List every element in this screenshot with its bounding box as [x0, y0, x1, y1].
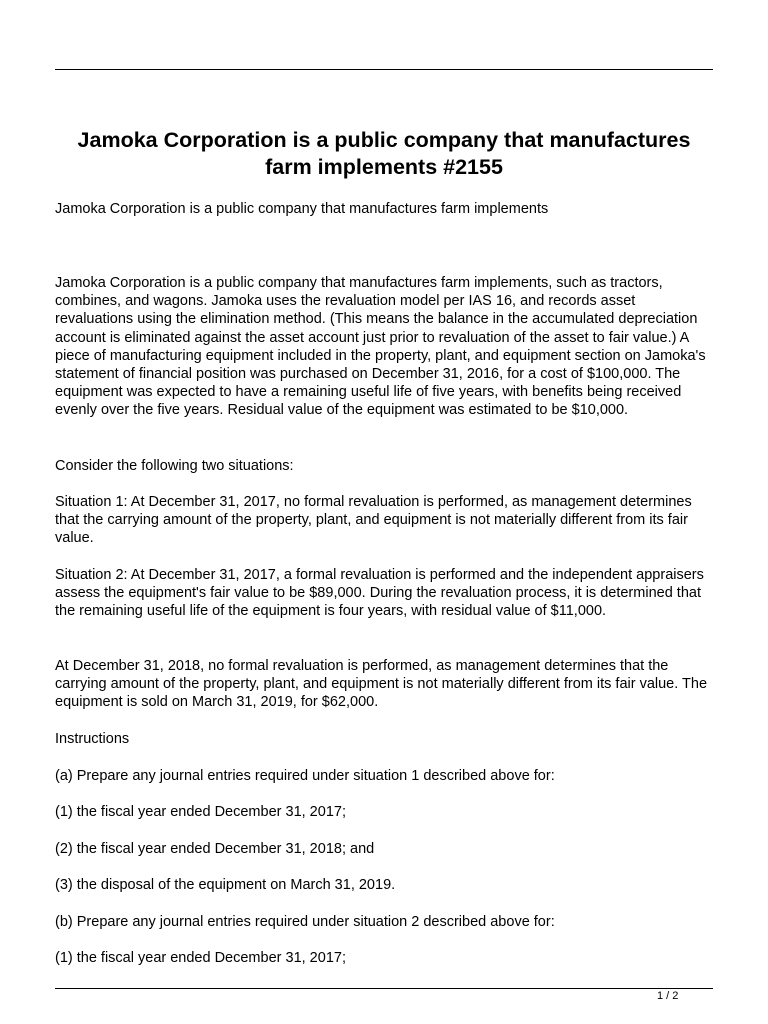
instruction-b: (b) Prepare any journal entries required under situation 2 described above for: — [55, 914, 555, 930]
instruction-a: (a) Prepare any journal entries required under situation 1 described above for: — [55, 768, 555, 784]
document-subtitle: Jamoka Corporation is a public company that manufactures farm implements — [55, 201, 549, 217]
instruction-b-1: (1) the fiscal year ended December 31, 2017; — [55, 950, 346, 966]
header-rule — [55, 69, 713, 70]
footer-rule — [55, 988, 713, 989]
instruction-a-1: (1) the fiscal year ended December 31, 2017; — [55, 804, 346, 820]
instructions-heading: Instructions — [55, 731, 130, 747]
situation-2-paragraph: Situation 2: At December 31, 2017, a formal revaluation is performed and the independent appraisers assess the equipment's fair value to be $89,000. During the revaluation process, it is determined that the remaining useful life of the equipment is four years, with residual value of $11,000. — [55, 567, 704, 620]
instruction-a-2: (2) the fiscal year ended December 31, 2018; and — [55, 841, 375, 857]
page-number: 1 / 2 — [657, 990, 679, 1002]
situations-intro: Consider the following two situations: — [55, 458, 294, 474]
situation-1-paragraph: Situation 1: At December 31, 2017, no formal revaluation is performed, as management determines that the carrying amount of the property, plant, and equipment is not materially different from its fair value. — [55, 494, 692, 547]
sale-paragraph: At December 31, 2018, no formal revaluation is performed, as management determines that the carrying amount of the property, plant, and equipment is not materially different from its fair value. The equipment is sold on March 31, 2019, for $62,000. — [55, 658, 708, 711]
document-title: Jamoka Corporation is a public company that manufactures farm implements #2155 — [77, 128, 691, 179]
intro-paragraph: Jamoka Corporation is a public company that manufactures farm implements, such as tractors, combines, and wagons. Jamoka uses the revaluation model per IAS 16, and records asset revaluations using the elimination method. (This means the balance in the accumulated depreciation account is eliminated against the asset account just prior to revaluation of the asset to fair value.) A piece of manufacturing equipment included in the property, plant, and equipment section on Jamoka's statement of financial position was purchased on December 31, 2016, for a cost of $100,000. The equipment was expected to have a remaining useful life of five years, with benefits being received evenly over the five years. Residual value of the equipment was estimated to be $10,000. — [55, 275, 706, 419]
instruction-a-3: (3) the disposal of the equipment on March 31, 2019. — [55, 877, 396, 893]
